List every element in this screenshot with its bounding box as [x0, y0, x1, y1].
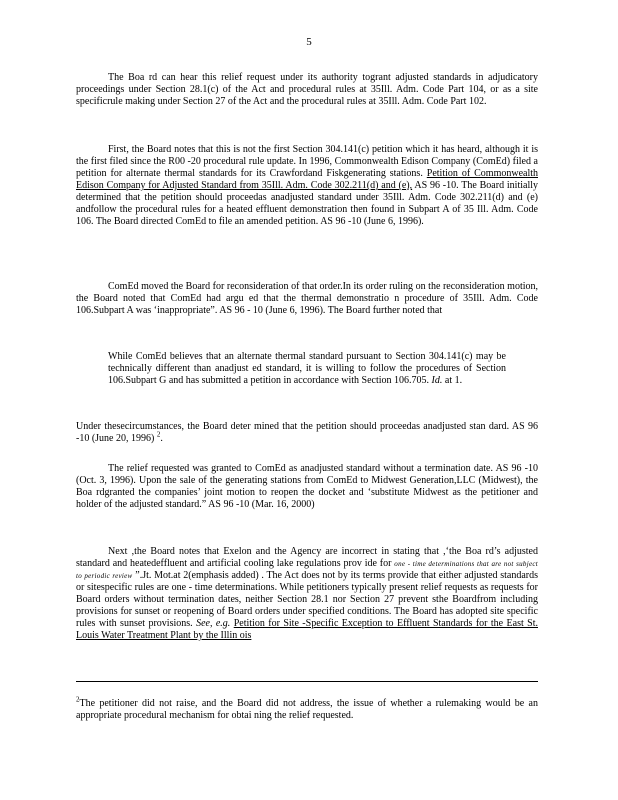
- paragraph-text: ComEd moved the Board for reconsideration of that order.In its order ruling on the reconsideration motion, the Board noted that ComEd had argu ed that the thermal demonstratio n procedure of 35Ill. Adm. Code 106.Subpart A was ‘inappropriate”. AS 96 - 10 (June 6, 1996). The Board further noted that: [76, 281, 538, 316]
- text-run: The petitioner did not raise, and the Board did not address, the issue of whether a rulemaking would be an appropriate procedural mechanism for obtai ning the relief requested.: [76, 698, 538, 721]
- see-signal: See, e.g.: [196, 618, 231, 629]
- text-run: Under thesecircumstances, the Board deter mined that the petition should proceedas anadjusted stan dard. AS 96 -10 (June 20, 1996): [76, 421, 538, 444]
- paragraph-exelon: [76, 546, 538, 642]
- paragraph-text: [76, 546, 538, 642]
- block-quote: [108, 351, 506, 387]
- id-citation: Id.: [431, 375, 443, 386]
- footnote-reference: 2: [156, 430, 161, 439]
- case-citation: Petition of Commonwealth Edison Company for Adjusted Standard from 35Ill. Adm. Code 302.211(d) and (e),: [76, 168, 538, 191]
- paragraph-text: [76, 144, 538, 228]
- text-run: ”.Jt. Mot.at 2(emphasis added) . The Act does not by its terms provide that either adjusted standards or sitespecific rules are one - time determinations. While petitioners typically present relief requests as requests for Board orders without termination dates, neither Section 28.1 nor Section 27 prevent sthe Boardfrom including provisions for sunset or reopening of Board orders under specified conditions. The Board has adopted site specific rules with sunset provisions.: [76, 570, 539, 629]
- text-run: While ComEd believes that an alternate thermal standard pursuant to Section 304.141(c) may be technically different than anadjust ed standard, it is willing to follow the procedures of Section 106.Subpart G and has submitted a petition in accordance with Section 106.705.: [108, 351, 506, 386]
- page-number: 5: [306, 36, 312, 48]
- paragraph-text: Under thesecircumstances, the Board deter mined that the petition should proceedas anadjusted stan dard. AS 96 -10 (June 20, 1996) $^2$.: [76, 421, 538, 444]
- footnote-divider: [76, 681, 538, 682]
- emphasized-quote: one - time determinations that are not subject to periodic review: [76, 560, 538, 580]
- quote-text: [108, 351, 506, 387]
- paragraph-authority: [76, 72, 538, 108]
- paragraph-text: The Boa rd can hear this relief request under its authority togrant adjusted standards in adjudicatory proceedings under Section 28.1(c) of the Act and procedural rules at 35Ill. Adm. Code Part 104, or as a site specificrule making under Section 27 of the Act and the procedural rules at 35Ill. Adm. Code Part 102.: [76, 72, 538, 107]
- text-run: AS 96 -10. The Board initially determined that the petition should proceedas anadjusted standard under 35Ill. Adm. Code 302.211(d) and (e) andfollow the procedural rules for a heated effluent demonstration then found in Subpart A of 35 Ill. Adm. Code 106. The Board directed ComEd to file an amended petition. AS 96 -10 (June 6, 1996).: [76, 180, 538, 227]
- footnote: [76, 695, 538, 722]
- case-citation: Petition for Site -Specific Exception to Effluent Standards for the East St. Louis Water Treatment Plant by the Illin ois: [76, 618, 538, 641]
- text-run: First, the Board notes that this is not the first Section 304.141(c) petition which it has heard, although it is the first filed since the R00 -20 procedural rule update. In 1996, Commonwealth Edison Company (ComEd) filed a petition for alternate thermal standards for its Crawfordand Fiskgenerating stations.: [76, 144, 538, 179]
- footnote-text: [76, 695, 538, 722]
- text-run: Next ,the Board notes that Exelon and the Agency are incorrect in stating that ,‘the Boa rd’s adjusted standard and heatedeffluent and artificial cooling lake regulations prov ide for: [76, 546, 538, 569]
- paragraph-reconsideration: [76, 281, 538, 317]
- paragraph-prior-petition: [76, 144, 538, 228]
- paragraph-determination: [76, 421, 538, 445]
- footnote-marker: 2: [76, 695, 80, 704]
- paragraph-relief-granted: [76, 463, 538, 511]
- paragraph-text: The relief requested was granted to ComEd as anadjusted standard without a termination date. AS 96 -10 (Oct. 3, 1996). Upon the sale of the generating stations from ComEd to Midwest Generation,LLC (Midwest), the Boa rdgranted the companies’ joint motion to reopen the docket and ‘substitute Midwest as the petitioner and holder of the adjusted standard.” AS 96 -10 (Mar. 16, 2000): [76, 463, 538, 510]
- text-run: at 1.: [444, 375, 463, 386]
